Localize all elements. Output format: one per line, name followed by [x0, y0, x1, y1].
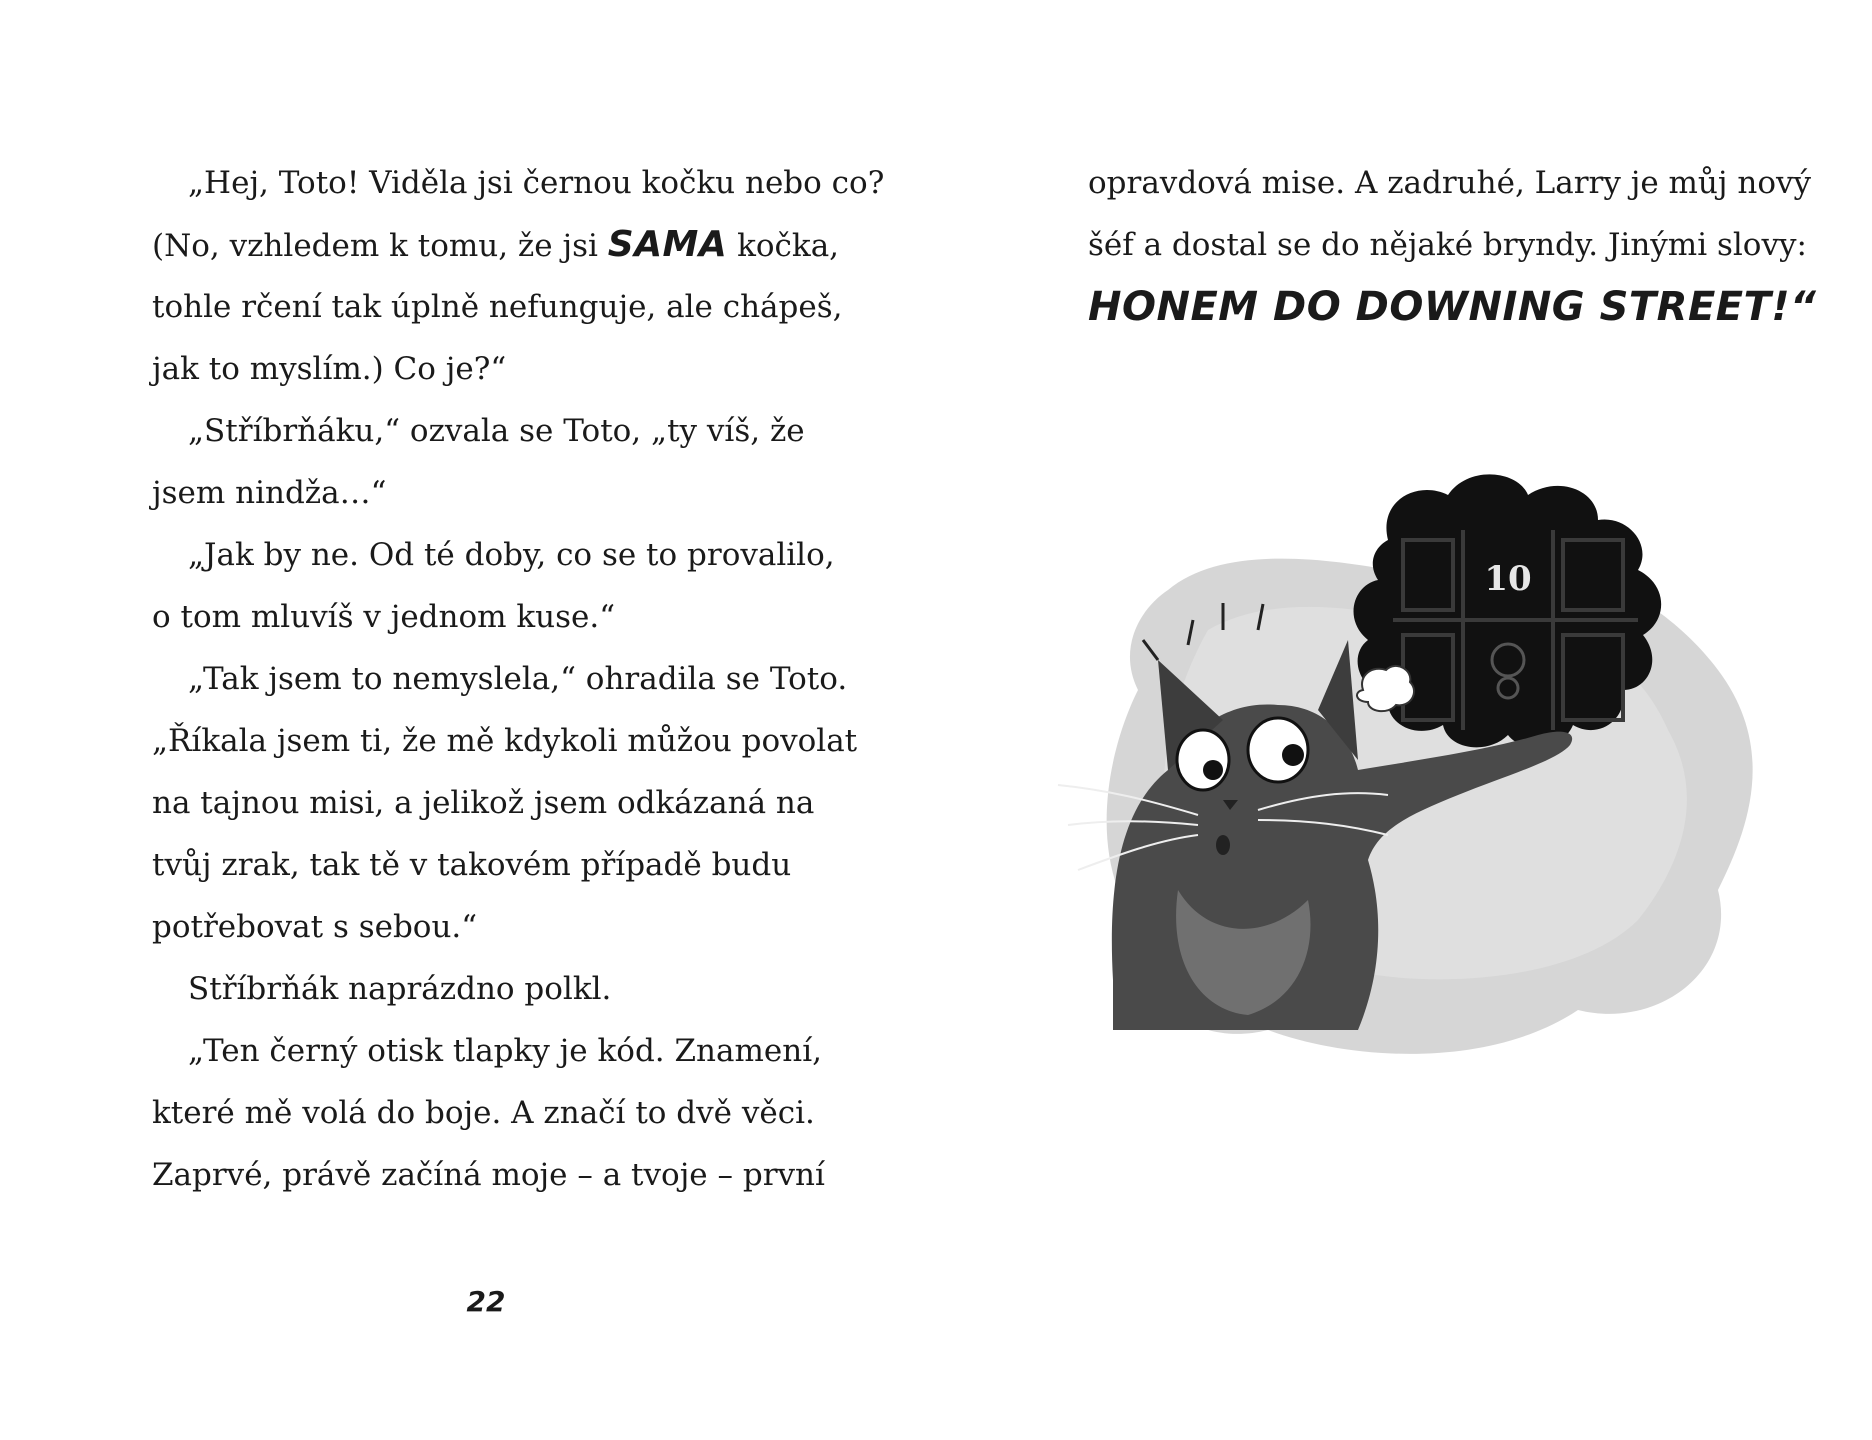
cat-illustration [1018, 470, 1778, 1150]
text-line: jsem nindža…“ [152, 475, 387, 511]
text-line: „Tak jsem to nemyslela,“ ohradila se Toto. [188, 661, 848, 697]
cat-pointing-illustration [1018, 470, 1778, 1150]
door-number: 10 [1484, 559, 1532, 599]
text-line: tohle rčení tak úplně nefunguje, ale chápeš, [152, 289, 843, 325]
text-line: na tajnou misi, a jelikož jsem odkázaná na [152, 785, 815, 821]
text-fragment: kočka, [737, 228, 840, 264]
cat-eye-left [1177, 730, 1229, 790]
text-line: potřebovat s sebou.“ [152, 909, 478, 945]
text-line: opravdová mise. A zadruhé, Larry je můj nový [1088, 165, 1812, 201]
right-page-text [1088, 152, 1817, 338]
text-line: které mě volá do boje. A značí to dvě věci. [152, 1095, 815, 1131]
text-line: šéf a dostal se do nějaké bryndy. Jinými slovy: [1088, 227, 1807, 263]
text-line: „Ten černý otisk tlapky je kód. Znamení, [188, 1033, 822, 1069]
text-line: o tom mluvíš v jednom kuse.“ [152, 599, 616, 635]
text-line-with-emphasis [152, 214, 840, 276]
text-line: „Jak by ne. Od té doby, co se to provalilo, [188, 537, 835, 573]
headline: HONEM DO DOWNING STREET!“ [1088, 284, 1817, 330]
right-page [936, 0, 1872, 1440]
text-line: „Říkala jsem ti, že mě kdykoli můžou povolat [152, 723, 858, 759]
text-line: Zaprvé, právě začíná moje – a tvoje – první [152, 1157, 825, 1193]
cat-mouth [1216, 835, 1230, 855]
page-number: 22 [466, 1285, 506, 1318]
emphasis-word: SAMA [607, 224, 728, 265]
text-line: „Hej, Toto! Viděla jsi černou kočku nebo co? [188, 165, 885, 201]
text-line: tvůj zrak, tak tě v takovém případě budu [152, 847, 792, 883]
left-page-text [152, 152, 885, 1206]
text-line: jak to myslím.) Co je?“ [152, 351, 507, 387]
text-line: „Stříbrňáku,“ ozvala se Toto, „ty víš, že [188, 413, 805, 449]
text-line: Stříbrňák naprázdno polkl. [188, 971, 612, 1007]
text-fragment: (No, vzhledem k tomu, že jsi [152, 228, 598, 264]
